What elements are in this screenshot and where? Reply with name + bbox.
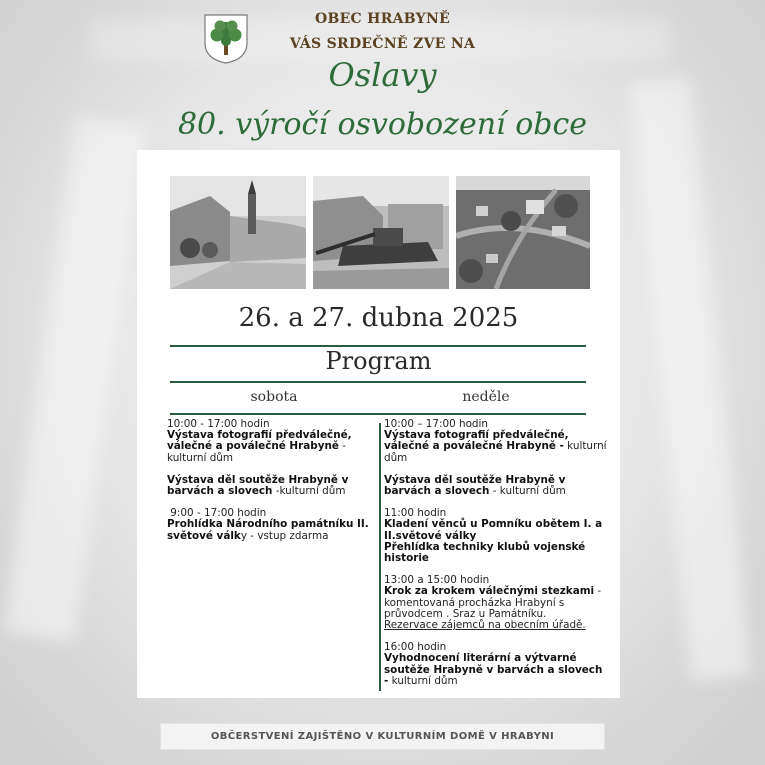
invite-line: VÁS SRDEČNĚ ZVE NA	[289, 36, 476, 52]
item-time: 13:00 a 15:00 hodin	[384, 574, 490, 587]
list-item	[384, 419, 609, 464]
item-title: Prohlídka Národního památníku II. světové válk	[167, 518, 369, 542]
tank-photo	[313, 176, 449, 289]
background-shape	[629, 79, 751, 682]
event-date: 26. a 27. dubna 2025	[238, 303, 519, 333]
item-time: 11:00 hodin	[384, 507, 447, 520]
list-item	[167, 475, 377, 497]
item-title: Výstava fotografií předválečné, válečné a poválečné Hrabyně -	[384, 429, 569, 453]
refreshments-banner: OBČERSTVENÍ ZAJIŠTĚNO V KULTURNÍM DOMĚ V HRABYNI	[160, 723, 605, 750]
saturday-schedule	[167, 419, 377, 553]
background-shape	[4, 118, 146, 643]
event-title: Oslavy	[328, 56, 437, 94]
organizer-line: OBEC HRABYNĚ	[314, 11, 451, 27]
item-time: 9:00 - 17:00 hodin	[167, 507, 267, 520]
list-item	[167, 508, 377, 542]
item-title: Výstava děl soutěže Hrabyně v barvách a slovech	[384, 473, 566, 498]
list-item	[384, 508, 609, 564]
item-place: - kulturní dům	[489, 485, 566, 498]
aerial-photo	[456, 176, 590, 289]
item-place: kulturní dům	[388, 674, 458, 687]
item-title: Výstava děl soutěže Hrabyně v barvách a slovech	[167, 473, 349, 498]
list-item	[384, 475, 609, 497]
saturday-label: sobota	[250, 389, 298, 405]
item-title: Kladení věnců u Pomníku obětem I. a II.světové války	[384, 518, 603, 542]
sunday-label: neděle	[462, 389, 510, 405]
item-place: y - vstup zdarma	[240, 529, 329, 542]
item-title: Výstava fotografií předválečné, válečné a poválečné Hrabyně	[167, 429, 352, 453]
item-place: - kulturní dům	[167, 440, 346, 464]
reservation-note: Rezervace zájemců na obecním úřadě.	[384, 619, 586, 632]
event-subtitle: 80. výročí osvobození obce	[177, 107, 588, 142]
list-item	[384, 642, 609, 687]
item-time: 16:00 hodin	[384, 641, 447, 654]
divider	[170, 381, 586, 383]
list-item	[167, 419, 377, 464]
village-street-photo	[170, 176, 306, 289]
item-place: - komentovaná procházka Hrabyní s průvodcem . Sraz u Památníku.	[384, 585, 602, 620]
item-title: Krok za krokem válečnými stezkami	[384, 585, 595, 598]
item-time: 10:00 – 17:00 hodin	[384, 418, 489, 430]
program-title: Program	[325, 347, 432, 375]
item-title-2: Přehlídka techniky klubů vojenské historie	[384, 540, 586, 565]
divider	[170, 413, 586, 415]
item-place: kulturní dům	[384, 440, 607, 464]
item-place: -kulturní dům	[272, 485, 346, 498]
list-item	[384, 575, 609, 631]
sunday-schedule	[384, 419, 609, 698]
item-time: 10:00 - 17:00 hodin	[167, 418, 270, 430]
item-title: Vyhodnocení literární a výtvarné soutěže Hrabyně v barvách a slovech -	[384, 652, 603, 687]
column-divider	[379, 423, 381, 691]
